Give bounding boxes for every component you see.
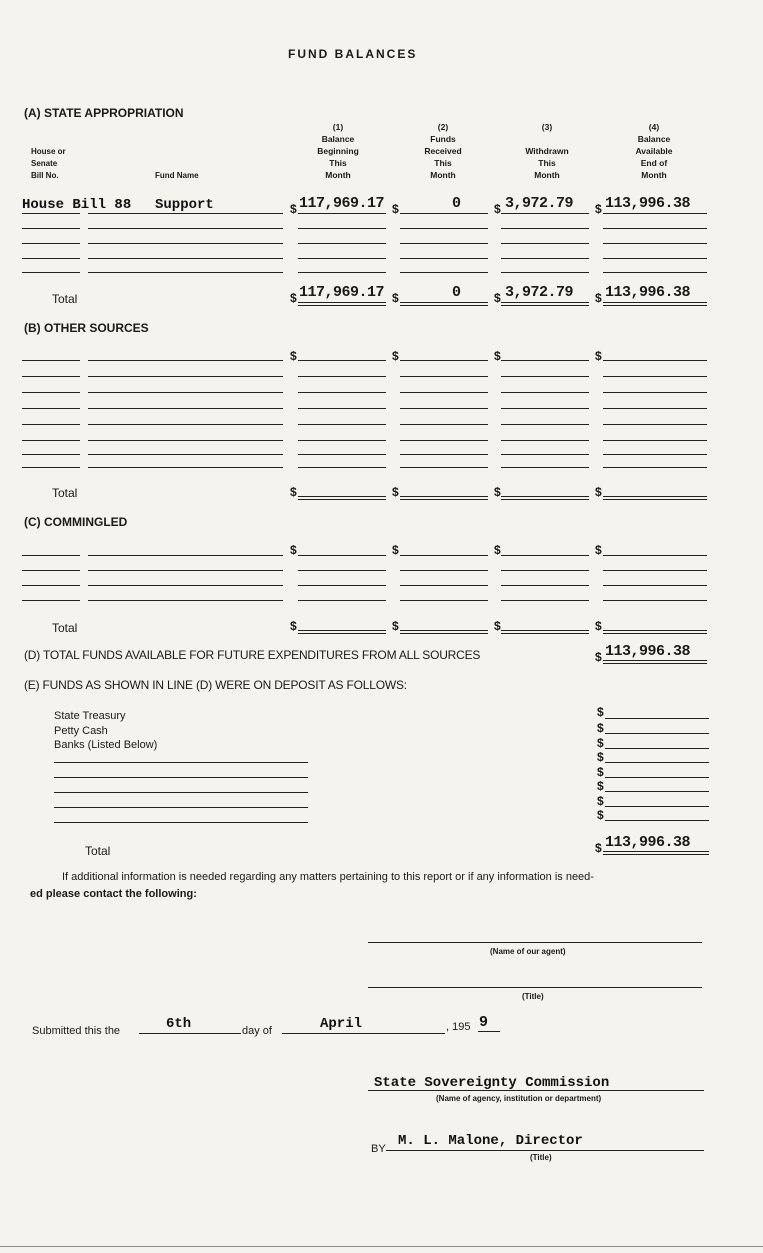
section-a-total-label: Total <box>52 292 78 306</box>
contact-text-line1: If additional information is needed regarding any matters pertaining to this report or if any information is need- <box>62 871 594 883</box>
submitted-day: 6th <box>166 1016 192 1032</box>
total-funds-received: 0 <box>452 284 461 301</box>
bill-no-header: House or Senate Bill No. <box>31 147 66 180</box>
submitted-month: April <box>320 1016 363 1032</box>
currency-symbol: $ <box>597 750 604 764</box>
currency-symbol: $ <box>595 485 602 499</box>
currency-symbol: $ <box>494 202 501 216</box>
row-balance-beginning: 117,969.17 <box>299 195 385 212</box>
currency-symbol: $ <box>290 485 297 499</box>
currency-symbol: $ <box>597 765 604 779</box>
currency-symbol: $ <box>597 736 604 750</box>
deposit-petty-cash: Petty Cash <box>54 725 108 737</box>
signer-name: M. L. Malone, Director <box>398 1133 583 1149</box>
section-b-total-label: Total <box>52 486 78 500</box>
section-a-label: (A) STATE APPROPRIATION <box>24 106 184 120</box>
currency-symbol: $ <box>595 619 602 633</box>
agent-title-caption: (Title) <box>522 992 544 1001</box>
currency-symbol: $ <box>597 705 604 719</box>
line-e-total-label: Total <box>85 844 111 858</box>
currency-symbol: $ <box>392 543 399 557</box>
currency-symbol: $ <box>595 543 602 557</box>
currency-symbol: $ <box>494 349 501 363</box>
row-balance-available: 113,996.38 <box>605 195 691 212</box>
bill-number: House Bill 88 <box>22 197 132 213</box>
page-title: FUND BALANCES <box>288 47 418 61</box>
currency-symbol: $ <box>597 808 604 822</box>
deposit-banks: Banks (Listed Below) <box>54 739 158 751</box>
line-d-value: 113,996.38 <box>605 643 691 660</box>
currency-symbol: $ <box>597 794 604 808</box>
section-b-label: (B) OTHER SOURCES <box>24 321 149 335</box>
column-1-header: (1) Balance Beginning This Month <box>317 122 359 180</box>
section-c-label: (C) COMMINGLED <box>24 515 128 529</box>
currency-symbol: $ <box>595 202 602 216</box>
column-2-header: (2) Funds Received This Month <box>424 122 462 180</box>
fund-name-header: Fund Name <box>155 171 199 180</box>
currency-symbol: $ <box>290 202 297 216</box>
currency-symbol: $ <box>392 619 399 633</box>
currency-symbol: $ <box>494 485 501 499</box>
currency-symbol: $ <box>595 291 602 305</box>
column-4-header: (4) Balance Available End of Month <box>635 122 673 180</box>
currency-symbol: $ <box>597 721 604 735</box>
currency-symbol: $ <box>290 291 297 305</box>
currency-symbol: $ <box>392 349 399 363</box>
currency-symbol: $ <box>597 779 604 793</box>
currency-symbol: $ <box>595 650 602 664</box>
total-balance-available: 113,996.38 <box>605 284 691 301</box>
submitted-prefix: Submitted this the <box>32 1025 121 1037</box>
currency-symbol: $ <box>392 291 399 305</box>
column-3-header: (3) Withdrawn This Month <box>525 122 569 180</box>
currency-symbol: $ <box>595 349 602 363</box>
submitted-year-digit: 9 <box>479 1014 489 1031</box>
submitted-year-prefix: , 195 <box>446 1021 471 1033</box>
signer-title-caption: (Title) <box>530 1153 552 1162</box>
row-withdrawn: 3,972.79 <box>505 195 574 212</box>
deposit-state-treasury: State Treasury <box>54 710 126 722</box>
line-e-total-value: 113,996.38 <box>605 834 691 851</box>
agency-caption: (Name of agency, institution or department) <box>436 1094 602 1103</box>
currency-symbol: $ <box>290 349 297 363</box>
contact-text-line2: ed please contact the following: <box>30 888 197 900</box>
page-edge <box>0 1246 763 1247</box>
total-withdrawn: 3,972.79 <box>505 284 574 301</box>
currency-symbol: $ <box>494 619 501 633</box>
line-d-label: (D) TOTAL FUNDS AVAILABLE FOR FUTURE EXPENDITURES FROM ALL SOURCES <box>24 648 481 662</box>
submitted-day-of: day of <box>242 1025 272 1037</box>
fund-name: Support <box>155 197 214 213</box>
currency-symbol: $ <box>290 619 297 633</box>
currency-symbol: $ <box>595 841 602 855</box>
row-funds-received: 0 <box>452 195 461 212</box>
currency-symbol: $ <box>392 202 399 216</box>
currency-symbol: $ <box>494 543 501 557</box>
agency-name: State Sovereignty Commission <box>374 1075 610 1091</box>
section-c-total-label: Total <box>52 621 78 635</box>
currency-symbol: $ <box>290 543 297 557</box>
by-label: BY <box>371 1143 386 1155</box>
currency-symbol: $ <box>392 485 399 499</box>
line-e-label: (E) FUNDS AS SHOWN IN LINE (D) WERE ON DEPOSIT AS FOLLOWS: <box>24 678 407 692</box>
total-balance-beginning: 117,969.17 <box>299 284 385 301</box>
currency-symbol: $ <box>494 291 501 305</box>
agent-caption: (Name of our agent) <box>490 947 566 956</box>
